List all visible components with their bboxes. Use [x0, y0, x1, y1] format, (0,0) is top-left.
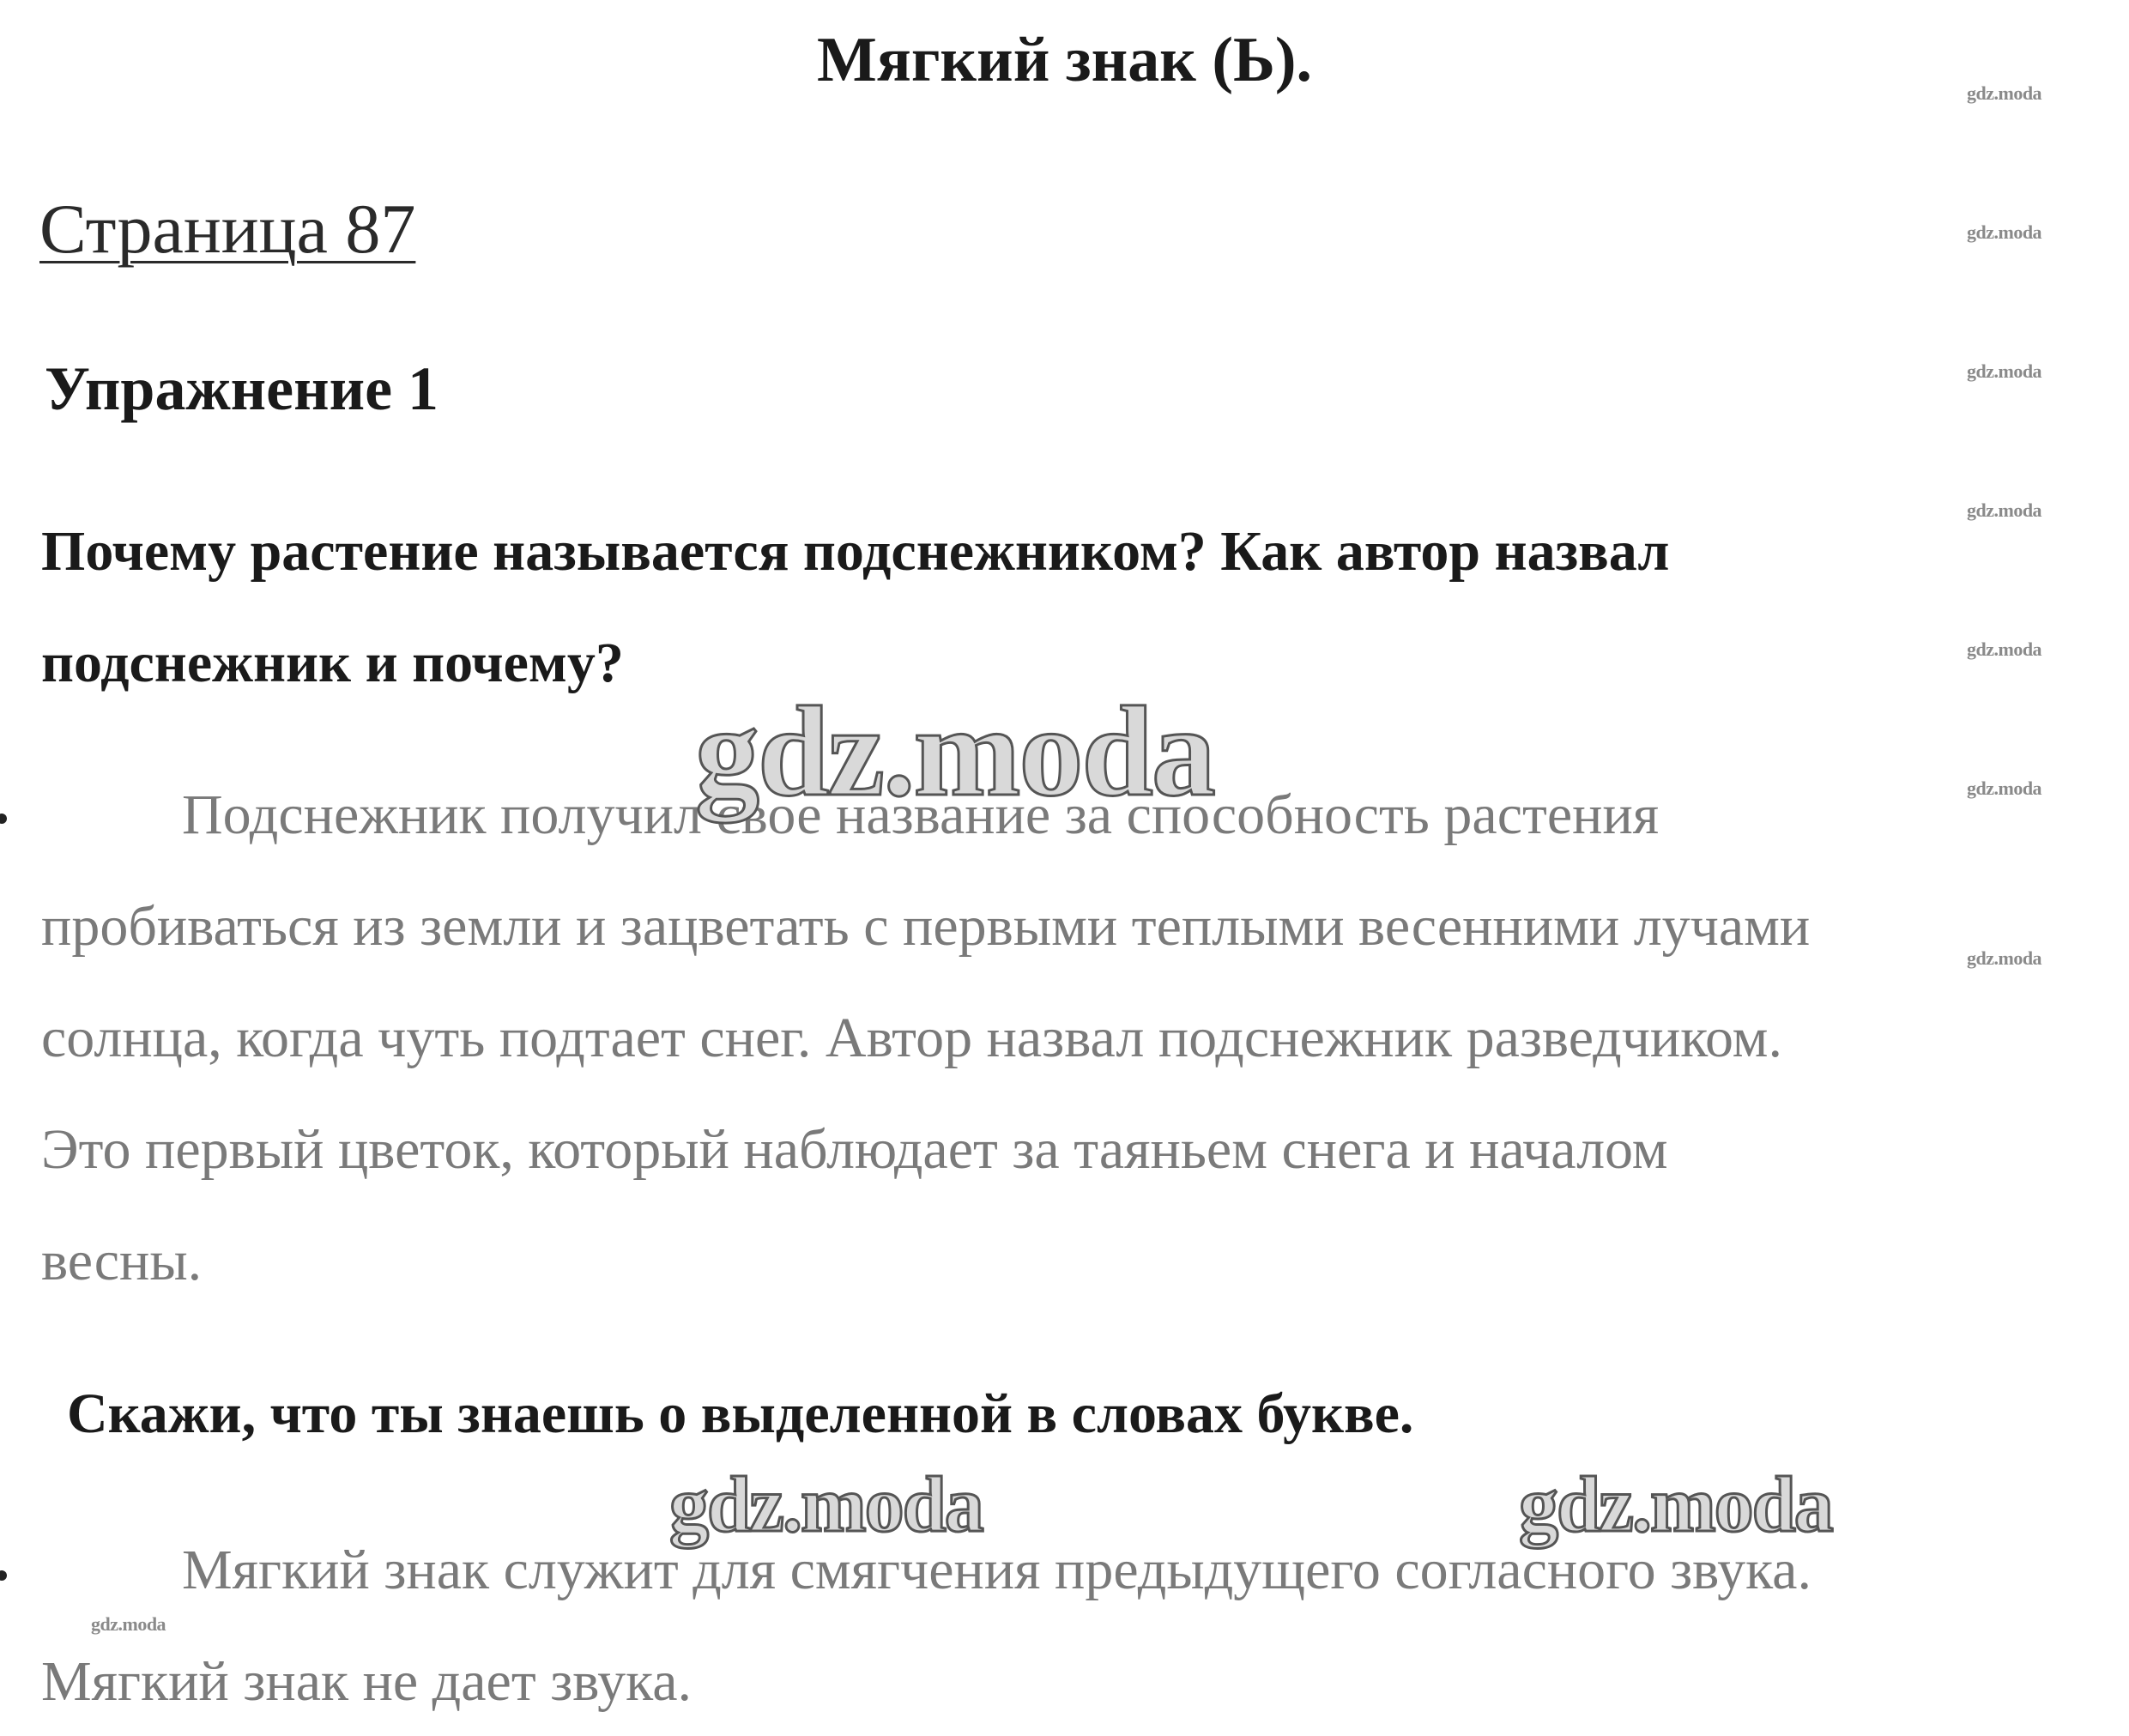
watermark-small: gdz.moda: [1967, 638, 2042, 660]
page-title: Мягкий знак (Ь).: [816, 25, 1313, 95]
watermark-small: gdz.moda: [1967, 947, 2042, 969]
watermark-small: gdz.moda: [1967, 360, 2042, 382]
bullet-icon: [0, 814, 7, 824]
watermark-small: gdz.moda: [1967, 221, 2042, 243]
page-reference: Страница 87: [39, 190, 416, 268]
watermark-large: gdz.moda: [695, 680, 1214, 823]
watermark-small: gdz.moda: [1967, 82, 2042, 104]
question-1-line-1: Почему растение называется подснежником? Как автор назвал: [41, 520, 1670, 583]
watermark-large: gdz.moda: [1519, 1461, 1832, 1548]
answer-1-line-5: весны.: [41, 1230, 203, 1292]
question-1-line-2: подснежник и почему?: [41, 632, 624, 694]
answer-2-line-1: Мягкий знак служит для смягчения предыдущего согласного звука.: [182, 1539, 1811, 1601]
answer-1-line-1: Подснежник получил свое название за способность растения: [182, 783, 1660, 846]
bullet-icon: [0, 1570, 7, 1581]
exercise-heading: Упражнение 1: [45, 354, 439, 423]
answer-1-line-3: солнца, когда чуть подтает снег. Автор назвал подснежник разведчиком.: [41, 1007, 1782, 1069]
watermark-small: gdz.moda: [1967, 499, 2042, 521]
watermark-small: gdz.moda: [91, 1613, 166, 1635]
question-2: Скажи, что ты знаешь о выделенной в словах букве.: [67, 1382, 1414, 1445]
watermark-large: gdz.moda: [669, 1461, 983, 1548]
answer-2-line-2: Мягкий знак не дает звука.: [41, 1650, 693, 1713]
watermark-small: gdz.moda: [1967, 777, 2042, 799]
answer-1-line-4: Это первый цветок, который наблюдает за таяньем снега и началом: [41, 1118, 1668, 1181]
answer-1-line-2: пробиваться из земли и зацветать с первыми теплыми весенними лучами: [41, 895, 1811, 958]
